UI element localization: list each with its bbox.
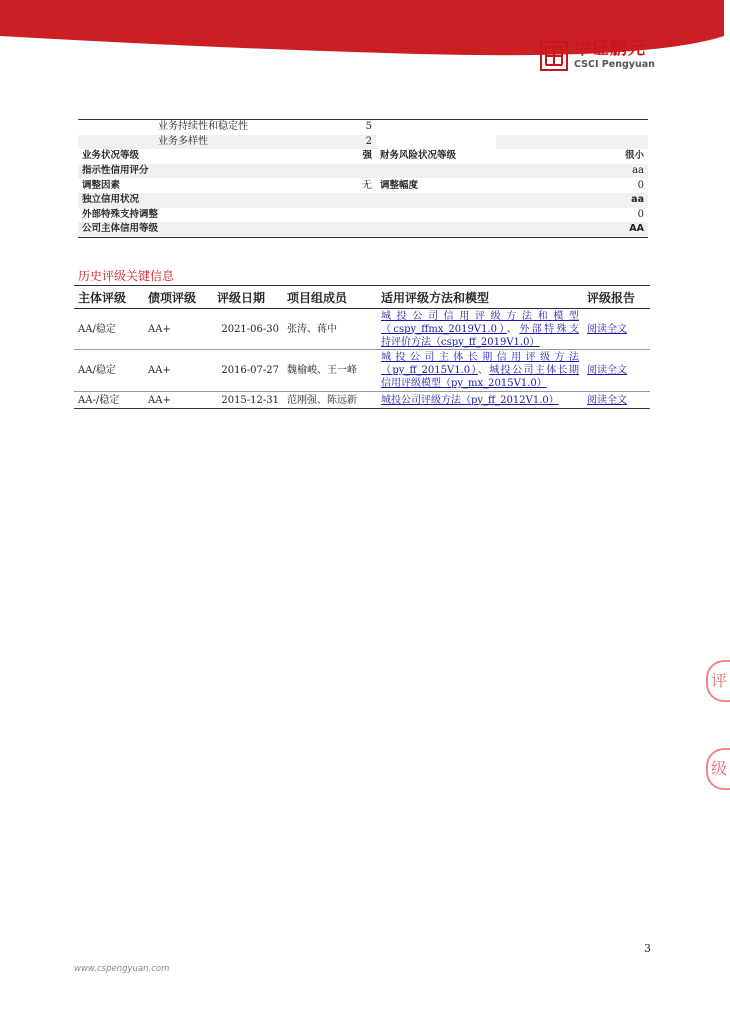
rating-date: 2016-07-27 (213, 350, 283, 392)
score-label-2 (376, 193, 496, 208)
table-row (74, 392, 650, 409)
rating-date: 2021-06-30 (213, 309, 283, 350)
score-label: 业务持续性和稳定性 (78, 120, 268, 135)
method-link[interactable]: （cspy_ffmx_2019V1.0） (381, 323, 507, 335)
score-value-2 (496, 135, 648, 150)
score-value (268, 208, 376, 223)
score-value (268, 164, 376, 179)
logo-mark-icon (540, 41, 568, 71)
method-link[interactable]: 城投公司主体长期信用评级方法 (381, 352, 579, 363)
method-link[interactable]: （py_ff_2015V1.0） (381, 365, 478, 376)
score-value-2: aa (496, 164, 648, 179)
bond-rating: AA+ (144, 392, 213, 409)
brand-name-en: CSCI Pengyuan (574, 59, 655, 70)
bond-rating: AA+ (144, 309, 213, 350)
stamp-fragment-top: 评 (706, 660, 730, 702)
method-link[interactable]: 持评价方法（cspy_ff_2019V1.0） (381, 336, 540, 348)
score-label-2 (376, 164, 496, 179)
score-label-2: 财务风险状况等级 (380, 150, 457, 162)
score-value: 强 (362, 150, 372, 162)
method-link[interactable]: 城投公司信用评级方法和模型 (381, 310, 579, 322)
footer-url: www.cspengyuan.com (74, 964, 170, 974)
issuer-rating: AA-/稳定 (74, 392, 144, 409)
score-label: 指示性信用评分 (78, 164, 268, 179)
issuer-rating: AA/稳定 (74, 309, 144, 350)
read-report-link[interactable]: 阅读全文 (587, 394, 627, 406)
method-link[interactable]: 城投公司主体长期 (489, 365, 580, 376)
table-header-row (74, 286, 650, 309)
score-label: 外部特殊支持调整 (82, 208, 159, 220)
read-report-link[interactable]: 阅读全文 (587, 365, 627, 376)
score-label-2 (376, 208, 496, 223)
section-title: 历史评级关键信息 (78, 269, 175, 283)
bond-rating: AA+ (144, 350, 213, 392)
method-separator: 、 (477, 365, 490, 376)
page-number: 3 (644, 942, 651, 955)
col-header: 主体评级 (74, 286, 144, 309)
score-row (78, 178, 648, 193)
method-link[interactable]: 城投公司评级方法（py_ff_2012V1.0） (381, 394, 559, 406)
method-separator: 、 (506, 323, 520, 335)
score-value-2: 很小 (624, 150, 644, 162)
method-link[interactable]: 外部特殊支 (519, 323, 580, 335)
method-link[interactable]: 信用评级模型（py_mx_2015V1.0） (381, 378, 547, 389)
score-row (78, 222, 648, 237)
score-value (268, 193, 376, 208)
score-value-2: 0 (637, 208, 644, 220)
score-value-2 (496, 120, 648, 135)
score-label-2: 调整幅度 (380, 179, 419, 191)
score-value: 2 (268, 135, 376, 150)
score-value-2: AA (496, 222, 648, 237)
score-row (78, 208, 648, 223)
stamp-fragment-bottom: 级 (706, 748, 730, 790)
score-label: 业务多样性 (78, 135, 268, 150)
method-cell (377, 309, 583, 350)
team-members: 张涛、蒋中 (283, 309, 377, 350)
score-label: 公司主体信用等级 (78, 222, 268, 237)
read-report-link[interactable]: 阅读全文 (587, 323, 627, 335)
score-value: 5 (268, 120, 376, 135)
score-label: 独立信用状况 (78, 193, 268, 208)
method-cell (377, 350, 583, 392)
score-value-2: aa (496, 193, 648, 208)
score-label: 调整因素 (82, 179, 121, 191)
col-header: 适用评级方法和模型 (377, 286, 583, 309)
rating-history-table (74, 285, 650, 409)
score-label-2 (376, 222, 496, 237)
score-value-2: 0 (637, 179, 644, 191)
issuer-rating: AA/稳定 (74, 350, 144, 392)
score-table (78, 119, 648, 238)
score-row (78, 149, 648, 164)
score-row (78, 164, 648, 179)
score-value (268, 222, 376, 237)
team-members: 魏榆峻、王一峰 (283, 350, 377, 392)
score-row (78, 120, 648, 135)
score-value: 无 (362, 179, 372, 191)
col-header: 评级日期 (213, 286, 283, 309)
score-label: 业务状况等级 (82, 150, 140, 162)
team-members: 范刚强、陈远新 (283, 392, 377, 409)
score-label-2 (376, 135, 496, 150)
score-label-2 (376, 120, 496, 135)
score-row (78, 135, 648, 150)
col-header: 债项评级 (144, 286, 213, 309)
col-header: 评级报告 (583, 286, 650, 309)
rating-date: 2015-12-31 (213, 392, 283, 409)
table-row (74, 309, 650, 350)
table-row (74, 350, 650, 392)
col-header: 项目组成员 (283, 286, 377, 309)
method-cell (377, 392, 583, 409)
brand-name-cn: 中证鹏元 (574, 39, 646, 59)
score-row (78, 193, 648, 208)
brand-logo (540, 40, 655, 71)
